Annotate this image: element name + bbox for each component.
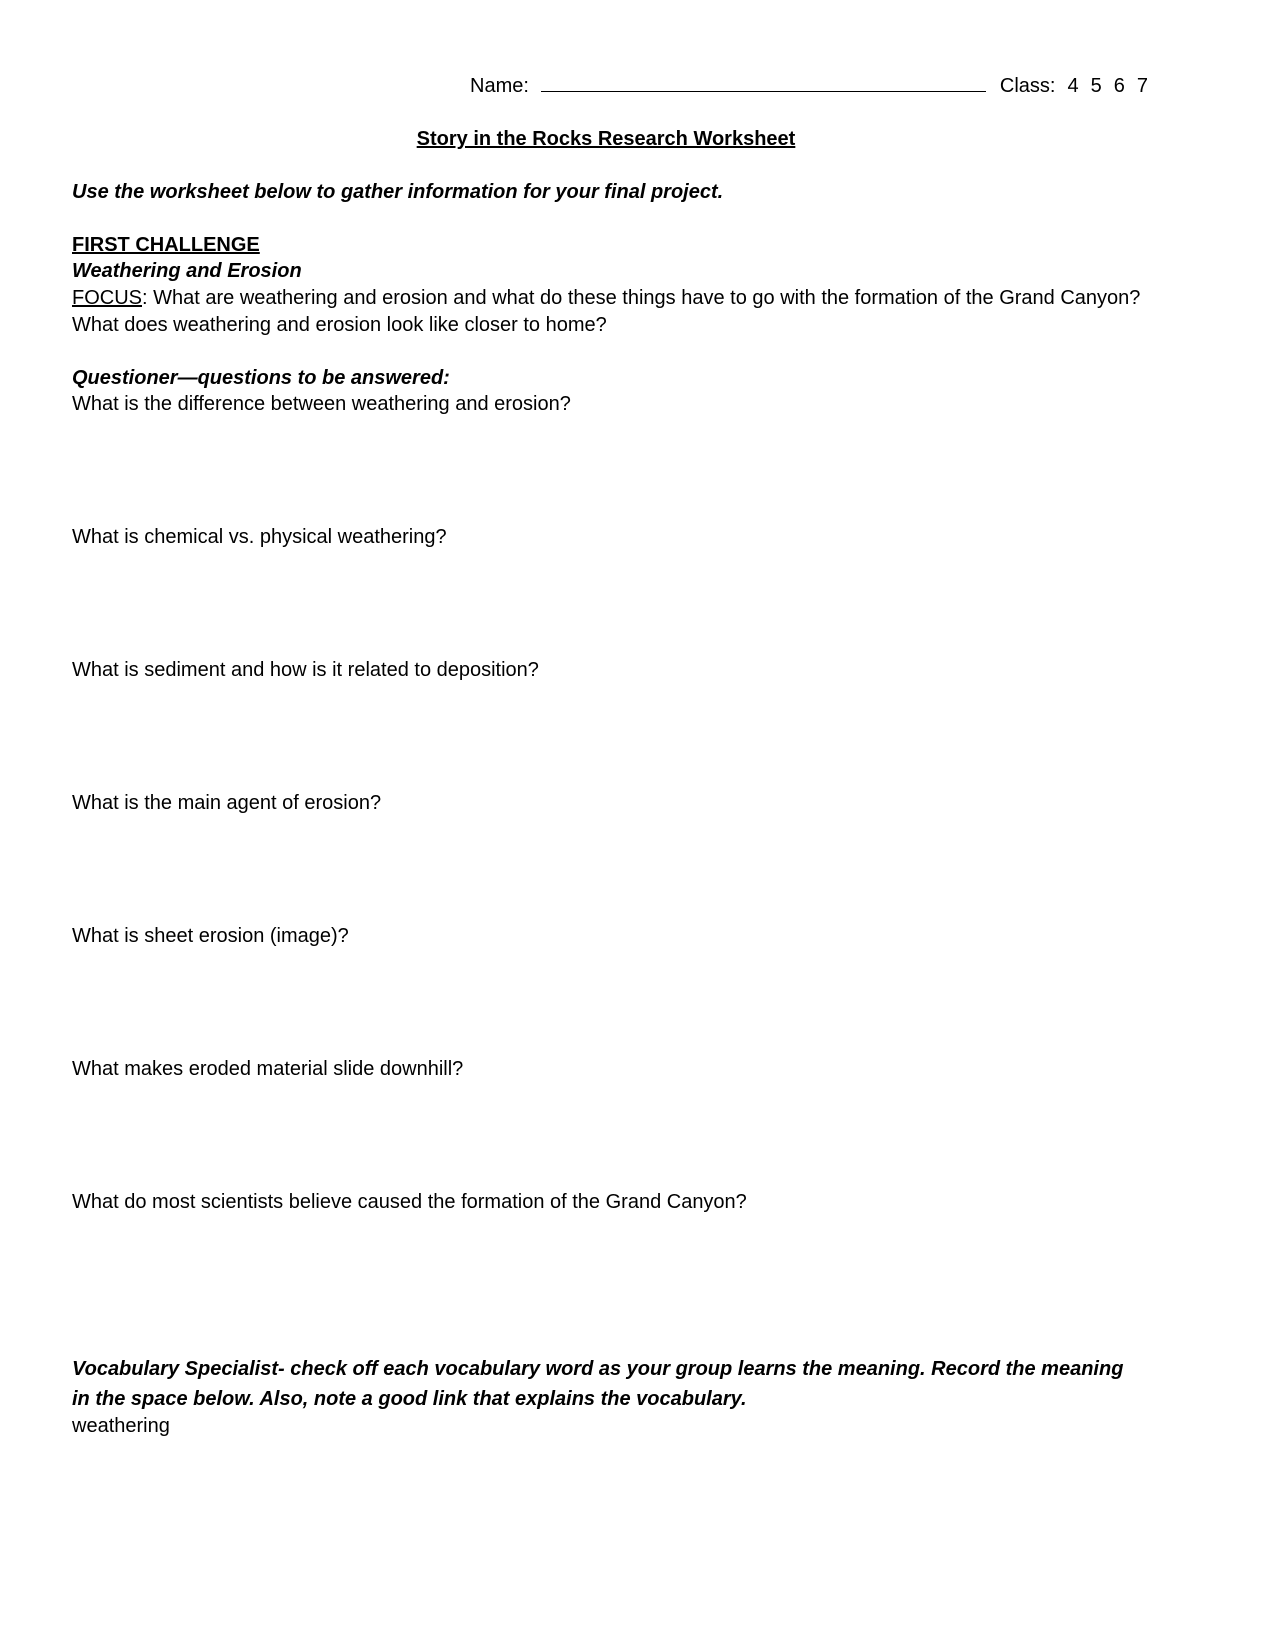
vocabulary-instructions: Vocabulary Specialist- check off each vocabulary word as your group learns the meaning. Record the meaning in the space below. Also, note a good link that explains the vocabulary. [72, 1358, 1124, 1410]
question-6: What makes eroded material slide downhill? [72, 1058, 464, 1080]
name-blank-line[interactable] [541, 73, 986, 92]
class-option[interactable]: 6 [1113, 75, 1125, 97]
question-7: What do most scientists believe caused the formation of the Grand Canyon? [72, 1191, 747, 1213]
focus-paragraph [72, 285, 1142, 339]
vocabulary-word: weathering [72, 1415, 170, 1437]
class-option[interactable]: 7 [1136, 75, 1148, 97]
question-3: What is sediment and how is it related to deposition? [72, 659, 539, 681]
focus-text: : What are weathering and erosion and what do these things have to go with the formation of the Grand Canyon? What does weathering and erosion look like closer to home? [72, 287, 1141, 336]
name-label: Name: [470, 75, 529, 97]
question-4: What is the main agent of erosion? [72, 792, 382, 814]
page-title: Story in the Rocks Research Worksheet [416, 128, 796, 150]
class-option[interactable]: 5 [1090, 75, 1102, 97]
challenge-subheading: Weathering and Erosion [72, 260, 302, 282]
questioner-heading: Questioner—questions to be answered: [72, 367, 450, 389]
question-1: What is the difference between weathering and erosion? [72, 393, 571, 415]
class-option[interactable]: 4 [1067, 75, 1079, 97]
question-5: What is sheet erosion (image)? [72, 925, 349, 947]
question-2: What is chemical vs. physical weathering? [72, 526, 447, 548]
challenge-heading: FIRST CHALLENGE [72, 234, 260, 256]
focus-label: FOCUS [72, 287, 142, 309]
instruction-text: Use the worksheet below to gather information for your final project. [72, 181, 724, 203]
class-label: Class: [999, 75, 1056, 97]
name-class-header [470, 73, 1148, 98]
